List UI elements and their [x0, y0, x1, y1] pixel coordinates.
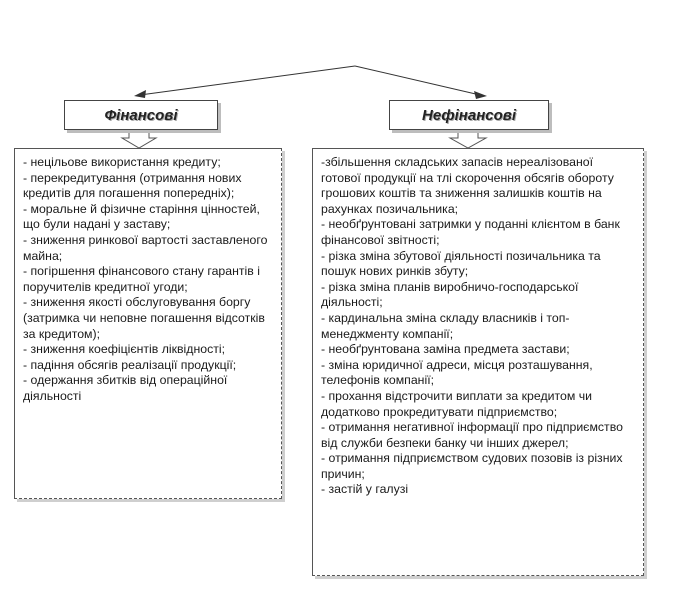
header-financial [64, 100, 218, 130]
connector-left-arrowhead [134, 90, 146, 98]
list-item: - перекредитування (отримання нових кредитів для погашення попередніх); [23, 170, 242, 201]
list-item: - зниження коефіцієнтів ліквідності; [23, 342, 226, 357]
list-item: - необґрунтовані затримки у поданні клієнтом в банк фінансової звітності; [321, 217, 620, 247]
connector-right-line [355, 66, 480, 95]
header-nonfinancial-label: Нефінансові [422, 106, 516, 124]
list-item: - застій у галузі [321, 482, 409, 497]
list-item: - різка зміна збутової діяльності позичальника та пошук нових ринків збуту; [321, 248, 601, 279]
list-item: - отримання негативної інформації про підприємство від служби безпеки банку чи інших джерел; [321, 420, 623, 450]
financial-list-box [14, 148, 282, 499]
list-item: - моральне й фізичне старіння цінностей, що були надані у заставу; [23, 201, 260, 232]
list-item: - погіршення фінансового стану гарантів і поручителів кредитної угоди; [23, 264, 260, 294]
financial-list [23, 155, 273, 405]
nonfinancial-list-box [312, 148, 644, 576]
nonfinancial-list [321, 155, 635, 498]
list-item: - зниження якості обслуговування боргу (затримка чи неповне погашення відсотків за кредитом); [23, 295, 265, 341]
block-arrow-financial [122, 130, 156, 148]
connector-right-arrowhead [474, 91, 487, 99]
header-financial-label: Фінансові [104, 106, 178, 124]
block-arrow-nonfinancial [450, 130, 486, 148]
list-item: - падіння обсягів реалізації продукції; [23, 357, 237, 372]
list-item: - отримання підприємством судових позовів із різних причин; [321, 451, 623, 481]
list-item: - нецільове використання кредиту; [23, 155, 221, 169]
list-item: - різка зміна планів виробничо-господарської діяльності; [321, 279, 579, 310]
list-item: -збільшення складських запасів нереалізованої готової продукції на тлі скорочення обсягів обороту грошових коштів та зниження залишків коштів на рахунках позичальника; [321, 155, 614, 216]
list-item: - одержання збитків від операційної діяльності [23, 373, 228, 403]
header-nonfinancial [389, 100, 549, 130]
list-item: - кардинальна зміна складу власників і топ-менеджменту компанії; [321, 310, 570, 341]
list-item: - зміна юридичної адреси, місця розташування, телефонів компанії; [321, 357, 593, 388]
list-item: - прохання відстрочити виплати за кредитом чи додатково прокредитувати підприємство; [321, 388, 592, 419]
connector-left-line [140, 66, 355, 95]
list-item: - зниження ринкової вартості заставленого майна; [23, 232, 268, 263]
list-item: - необґрунтована заміна предмета застави; [321, 342, 570, 357]
